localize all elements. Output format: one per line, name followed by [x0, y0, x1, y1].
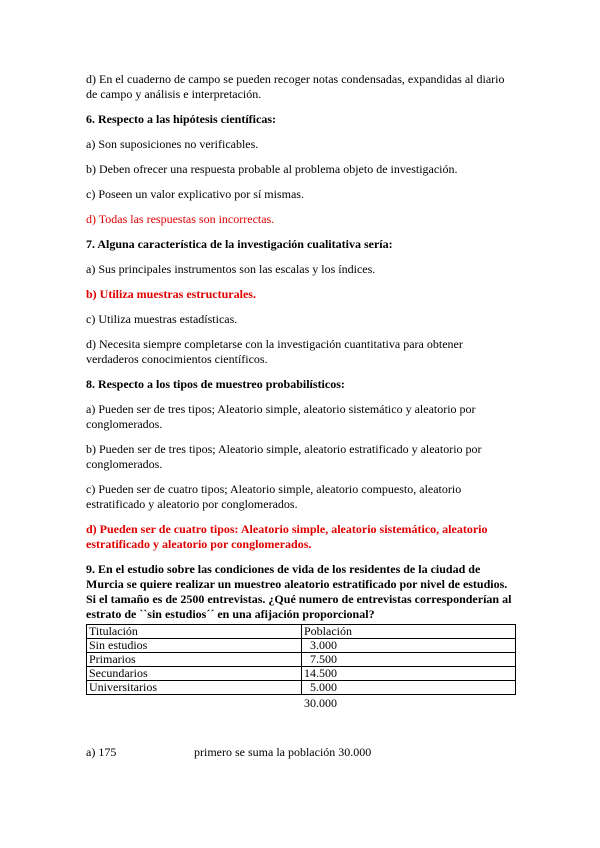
- q6-option-c: c) Poseen un valor explicativo por sí mismas.: [86, 187, 304, 201]
- q7-option-b-correct: b) Utiliza muestras estructurales.: [86, 287, 256, 301]
- q5-option-d: d) En el cuaderno de campo se pueden recoger notas condensadas, expandidas al diario de campo y análisis e interpretación.: [86, 72, 505, 101]
- q7-option-d: d) Necesita siempre completarse con la investigación cuantitativa para obtener verdaderos conocimientos científicos.: [86, 337, 463, 366]
- table-row: [87, 639, 516, 653]
- table-row: [87, 681, 516, 695]
- table-header: Población: [302, 625, 516, 639]
- population-table: [86, 624, 516, 695]
- q6-option-d-correct: d) Todas las respuestas son incorrectas.: [86, 212, 275, 226]
- q9-answer-note: primero se suma la población 30.000: [194, 745, 372, 759]
- table-row: [87, 653, 516, 667]
- q9-question: 9. En el estudio sobre las condiciones de vida de los residentes de la ciudad de Murcia se quiere realizar un muestreo aleatorio estratificado por nivel de estudios. Si el tamaño es de 2500 entrevistas. ¿Qué numero de entrevistas corresponderían al estrato de ``sin estudios´´ en una afijación proporcional?: [86, 562, 512, 621]
- table-cell: 5.000: [302, 681, 516, 695]
- q8-option-b: b) Pueden ser de tres tipos; Aleatorio simple, aleatorio estratificado y aleatorio por conglomerados.: [86, 442, 482, 471]
- table-row: [87, 667, 516, 681]
- q6-question: 6. Respecto a las hipótesis científicas:: [86, 112, 276, 126]
- table-cell: 14.500: [302, 667, 516, 681]
- table-header-row: [87, 625, 516, 639]
- document-page: [86, 72, 518, 760]
- table-total: 30.000: [304, 696, 337, 710]
- table-cell: Secundarios: [87, 667, 302, 681]
- table-cell: Sin estudios: [87, 639, 302, 653]
- q9-answer-row: [86, 745, 518, 760]
- table-cell: Primarios: [87, 653, 302, 667]
- table-cell: Universitarios: [87, 681, 302, 695]
- q7-question: 7. Alguna característica de la investigación cualitativa sería:: [86, 237, 393, 251]
- table-header: Titulación: [87, 625, 302, 639]
- q8-option-c: c) Pueden ser de cuatro tipos; Aleatorio simple, aleatorio compuesto, aleatorio estratificado y aleatorio por conglomerados.: [86, 482, 462, 511]
- q6-option-b: b) Deben ofrecer una respuesta probable al problema objeto de investigación.: [86, 162, 458, 176]
- q9-option-a: a) 175: [86, 745, 117, 759]
- q8-option-d-correct: d) Pueden ser de cuatro tipos: Aleatorio simple, aleatorio sistemático, aleatorio estratificado y aleatorio por conglomerados.: [86, 522, 488, 551]
- q6-option-a: a) Son suposiciones no verificables.: [86, 137, 259, 151]
- q7-option-c: c) Utiliza muestras estadísticas.: [86, 312, 238, 326]
- table-cell: 3.000: [302, 639, 516, 653]
- q8-option-a: a) Pueden ser de tres tipos; Aleatorio simple, aleatorio sistemático y aleatorio por conglomerados.: [86, 402, 476, 431]
- q7-option-a: a) Sus principales instrumentos son las escalas y los índices.: [86, 262, 376, 276]
- table-cell: 7.500: [302, 653, 516, 667]
- q8-question: 8. Respecto a los tipos de muestreo probabilísticos:: [86, 377, 345, 391]
